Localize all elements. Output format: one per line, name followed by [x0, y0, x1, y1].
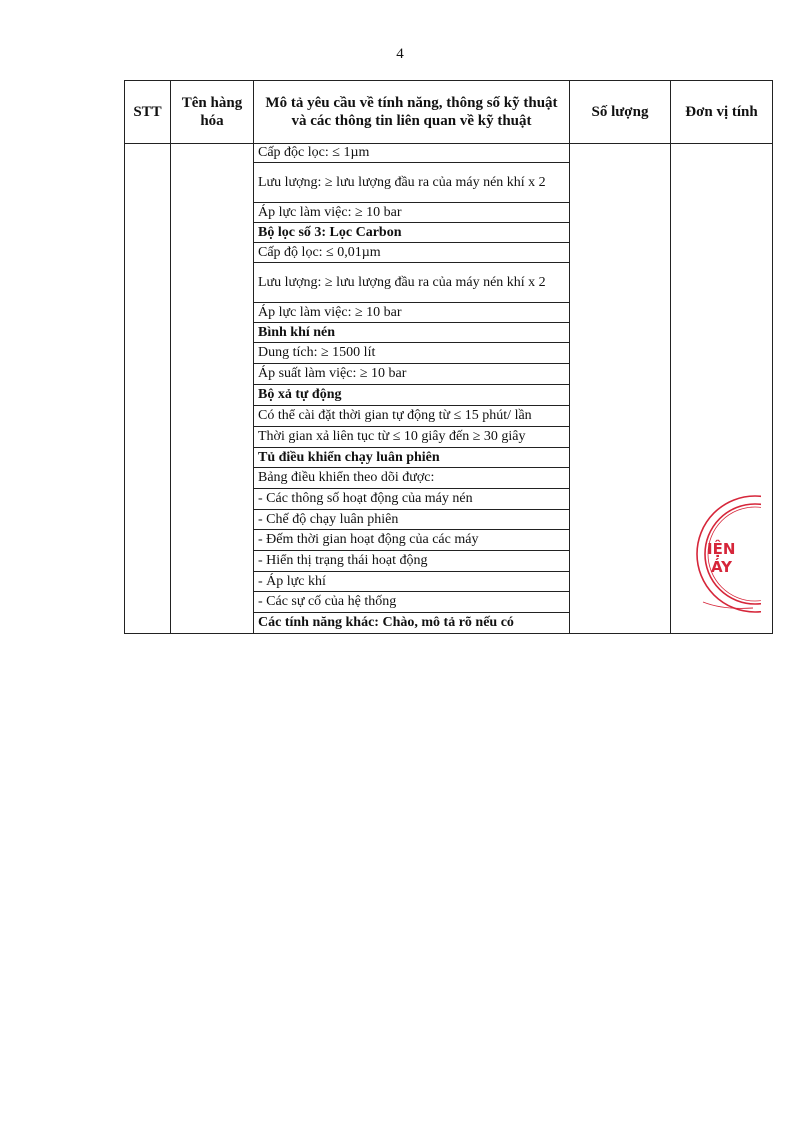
description-cell: Các tính năng khác: Chào, mô tả rõ nếu có [254, 613, 570, 634]
description-cell: - Hiển thị trạng thái hoạt động [254, 551, 570, 572]
cell-stt-empty [125, 144, 171, 634]
header-name: Tên hàng hóa [171, 81, 254, 144]
stamp-text-line1: IỆN [707, 540, 736, 558]
description-cell: Dung tích: ≥ 1500 lít [254, 343, 570, 364]
header-quantity: Số lượng [570, 81, 671, 144]
description-cell: Tủ điều khiển chạy luân phiên [254, 448, 570, 468]
header-stt: STT [125, 81, 171, 144]
description-cell: Áp lực làm việc: ≥ 10 bar [254, 203, 570, 223]
stamp-text-line2: ÁY [711, 558, 733, 576]
table-row [125, 144, 773, 163]
page-number: 4 [396, 46, 404, 62]
description-cell: - Chế độ chạy luân phiên [254, 510, 570, 530]
header-description: Mô tả yêu cầu về tính năng, thông số kỹ thuật và các thông tin liên quan về kỹ thuật [254, 81, 570, 144]
spec-table [124, 80, 773, 634]
description-cell: Áp suất làm việc: ≥ 10 bar [254, 364, 570, 385]
description-cell: Lưu lượng: ≥ lưu lượng đầu ra của máy nén khí x 2 [254, 263, 570, 303]
description-cell: Thời gian xả liên tục từ ≤ 10 giây đến ≥ 30 giây [254, 427, 570, 448]
header-row [125, 81, 773, 144]
description-cell: - Áp lực khí [254, 572, 570, 592]
stamp-seal-icon [683, 492, 761, 617]
description-cell: Bộ lọc số 3: Lọc Carbon [254, 223, 570, 243]
description-cell: Bình khí nén [254, 323, 570, 343]
description-cell: Bộ xả tự động [254, 385, 570, 406]
red-stamp [683, 492, 761, 617]
description-cell: Áp lực làm việc: ≥ 10 bar [254, 303, 570, 323]
description-cell: - Các thông số hoạt động của máy nén [254, 489, 570, 510]
description-cell: Cấp độc lọc: ≤ 1µm [254, 144, 570, 163]
description-cell: Bảng điều khiển theo dõi được: [254, 468, 570, 489]
spec-body [125, 144, 773, 634]
description-cell: Cấp độ lọc: ≤ 0,01µm [254, 243, 570, 263]
description-cell: Lưu lượng: ≥ lưu lượng đầu ra của máy nén khí x 2 [254, 163, 570, 203]
description-cell: - Các sự cố của hệ thống [254, 592, 570, 613]
cell-name-empty [171, 144, 254, 634]
description-cell: - Đếm thời gian hoạt động của các máy [254, 530, 570, 551]
description-cell: Có thể cài đặt thời gian tự động từ ≤ 15 phút/ lần [254, 406, 570, 427]
header-unit: Đơn vị tính [671, 81, 773, 144]
cell-quantity-empty [570, 144, 671, 634]
